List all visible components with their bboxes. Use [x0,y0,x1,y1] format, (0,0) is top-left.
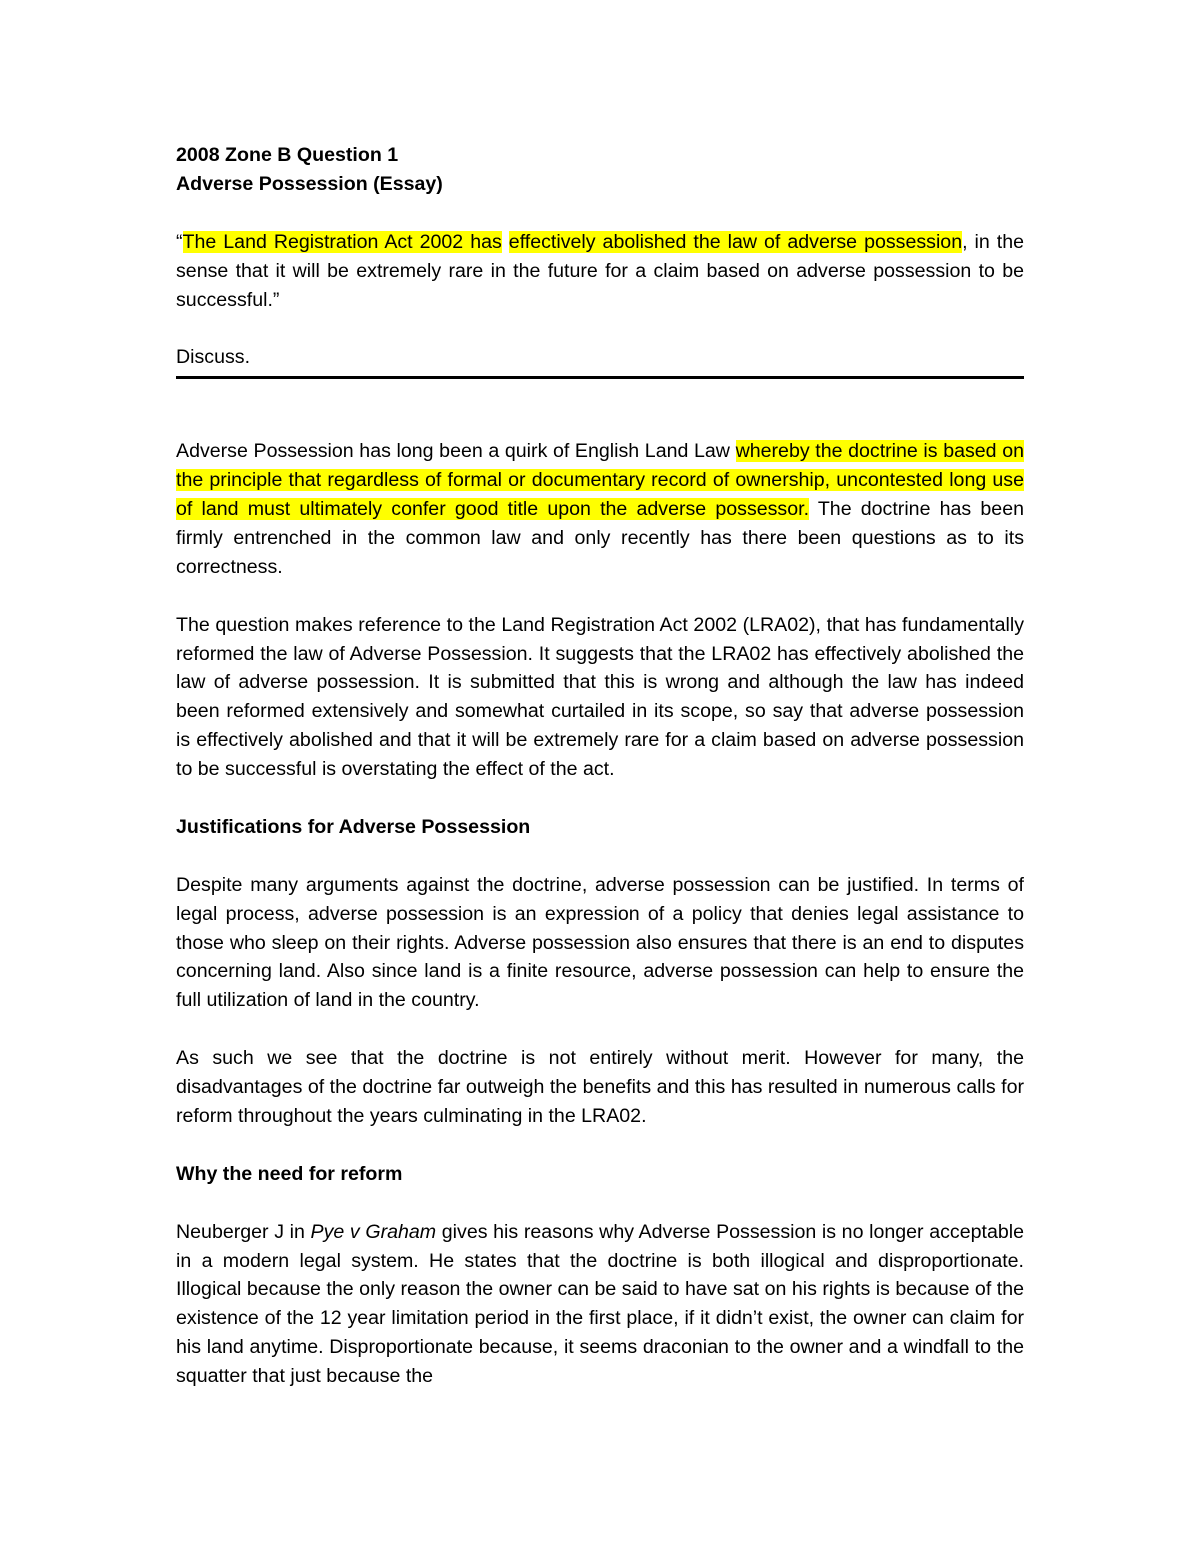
body-paragraph: As such we see that the doctrine is not entirely without merit. However for many, the disadvantages of the doctrine far outweigh the benefits and this has resulted in numerous calls for reform throughout the years culminating in the LRA02. [176,1047,1024,1127]
section-heading: Why the need for reform [176,1162,403,1185]
document-body [176,141,1024,1420]
question-space [502,231,509,253]
paragraph-lead: Neuberger J in [176,1220,311,1243]
body-paragraph [176,1218,1024,1391]
paragraph-rest: gives his reasons why Adverse Possession is no longer acceptable in a modern legal system. He states that the doctrine is both illogical and disproportionate. Illogical because the only reason the owner can be said to have sat on his rights is because of the existence of the 12 year limitation period in the first place, if it didn’t exist, the owner can claim for his land anytime. Disproportionate because, it seems draconian to the owner and a windfall to the squatter that just because the [176,1220,1024,1388]
intro-lead: Adverse Possession has long been a quirk of English Land Law [176,440,736,463]
highlighted-text: whereby the doctrine is based on the principle that regardless of formal or documentary record of ownership, uncontested long use of land must ultimately confer good title upon the adverse possessor. [176,440,1024,521]
question-quote-rest: , in the sense that it will be extremely rare in the future for a claim based on adverse possession to be successful.” [176,230,1025,311]
intro-rest: The doctrine has been firmly entrenched in the common law and only recently has there been questions as to its correctness. [176,498,1024,578]
open-quote: “ [176,230,183,253]
body-paragraph: Despite many arguments against the doctrine, adverse possession can be justified. In terms of legal process, adverse possession is an expression of a policy that denies legal assistance to those who sleep on their rights. Adverse possession also ensures that there is an end to disputes concerning land. Also since land is a finite resource, adverse possession can help to ensure the full utilization of land in the country. [176,873,1024,1012]
spacer [176,379,1024,437]
section-heading: Justifications for Adverse Possession [176,815,531,838]
highlighted-text: effectively abolished the law of adverse possession [508,230,963,253]
question-reference: 2008 Zone B Question 1 [176,144,399,166]
question-quote [176,228,1024,315]
question-topic: Adverse Possession (Essay) [176,172,443,195]
body-paragraph: The question makes reference to the Land Registration Act 2002 (LRA02), that has fundamentally reformed the law of Adverse Possession. It suggests that the LRA02 has effectively abolished the law of adverse possession. It is submitted that this is wrong and although the law has indeed been reformed extensively and somewhat curtailed in its scope, so say that adverse possession is effectively abolished and that it will be extremely rare for a claim based on adverse possession to be successful is overstating the effect of the act. [176,613,1024,781]
highlighted-text: The Land Registration Act 2002 has [182,230,502,253]
spacer [176,199,1024,228]
intro-paragraph [176,437,1024,582]
question-instruction: Discuss. [176,343,1024,379]
case-name: Pye v Graham [310,1220,437,1243]
